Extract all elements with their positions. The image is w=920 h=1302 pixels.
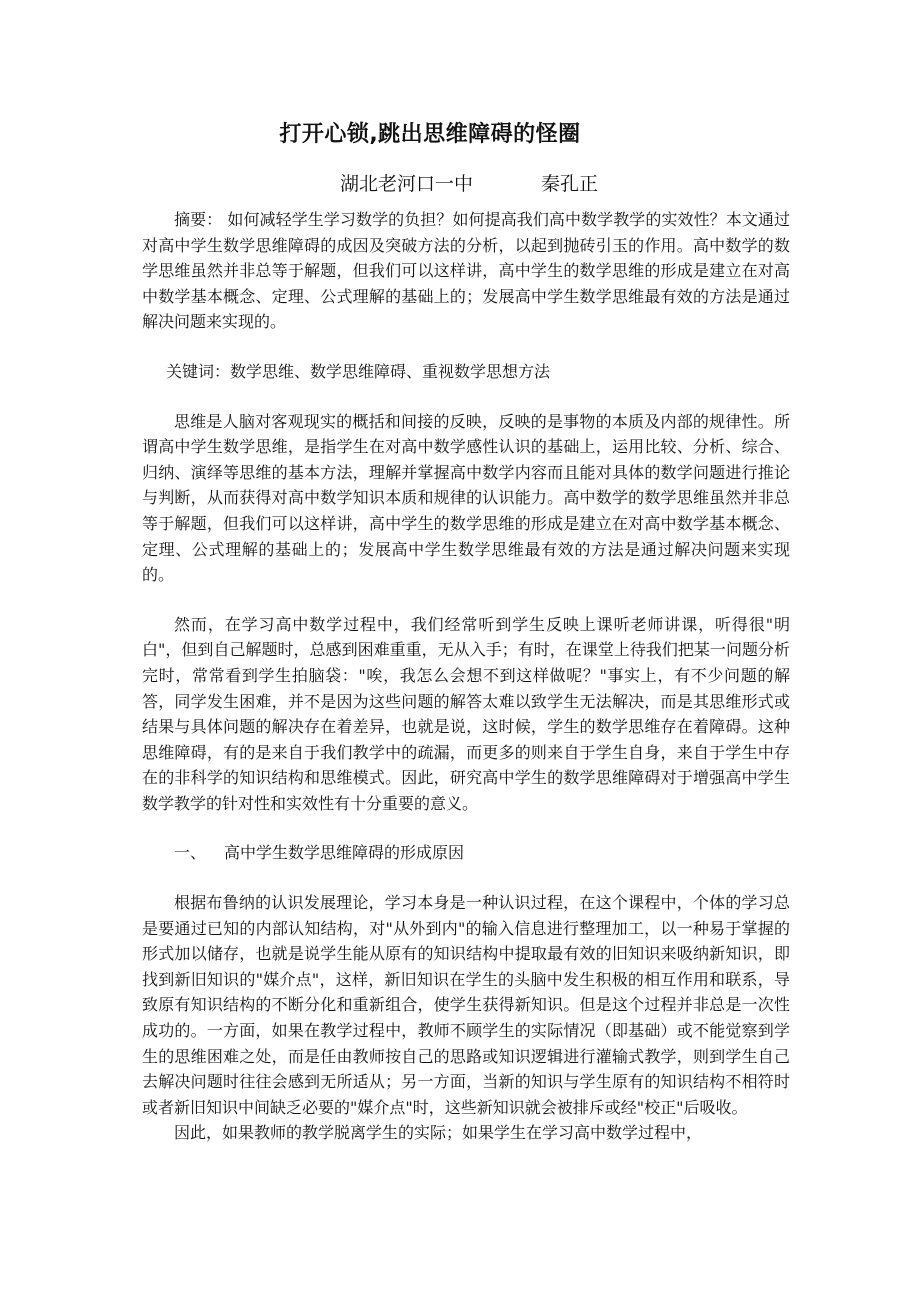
body-paragraph-1: 思维是人脑对客观现实的概括和间接的反映，反映的是事物的本质及内部的规律性。所谓高中学生数学思维，是指学生在对高中数学感性认识的基础上，运用比较、分析、综合、归纳、演绎等思维的基本方法，理解并掌握高中数学内容而且能对具体的数学问题进行推论与判断，从而获得对高中数学知识本质和规律的认识能力。高中数学的数学思维虽然并非总等于解题，但我们可以这样讲，高中学生的数学思维的形成是建立在对高中数学基本概念、定理、公式理解的基础上的；发展高中学生数学思维最有效的方法是通过解决问题来实现的。: [142, 411, 790, 585]
document-body: [142, 207, 790, 1146]
body-paragraph-4: 因此，如果教师的教学脱离学生的实际；如果学生在学习高中数学过程中，: [174, 1123, 703, 1143]
section-heading-1: [142, 840, 790, 866]
author-name: 秦孔正: [541, 173, 599, 195]
section-title: 高中学生数学思维障碍的形成原因: [224, 843, 465, 863]
keywords-line: 关键词：数学思维、数学思维障碍、重视数学思想方法: [166, 361, 551, 381]
author-school: 湖北老河口一中: [340, 173, 474, 195]
section-number: 一、: [174, 843, 207, 863]
document-title: 打开心锁,跳出思维障碍的怪圈: [279, 122, 581, 147]
body-paragraph-2: 然而，在学习高中数学过程中，我们经常听到学生反映上课听老师讲课，听得很"明白"，但到自己解题时，总感到困难重重，无从入手；有时，在课堂上待我们把某一问题分析完时，常常看到学生拍脑袋："唉，我怎么会想不到这样做呢？"事实上，有不少问题的解答，同学发生困难，并不是因为这些问题的解答太难以致学生无法解决，而是其思维形式或结果与具体问题的解决存在着差异，也就是说，这时候，学生的数学思维存在着障碍。这种思维障碍，有的是来自于我们教学中的疏漏，而更多的则来自于学生自身，来自于学生中存在的非科学的知识结构和思维模式。因此，研究高中学生的数学思维障碍对于增强高中学生数学教学的针对性和实效性有十分重要的意义。: [142, 614, 790, 813]
abstract-paragraph: 摘要： 如何减轻学生学习数学的负担？如何提高我们高中数学教学的实效性？本文通过对高中学生数学思维障碍的成因及突破方法的分析，以起到抛砖引玉的作用。高中数学的数学思维虽然并非总等于解题，但我们可以这样讲，高中学生的数学思维的形成是建立在对高中数学基本概念、定理、公式理解的基础上的；发展高中学生数学思维最有效的方法是通过解决问题来实现的。: [142, 210, 790, 332]
body-paragraph-3: 根据布鲁纳的认识发展理论，学习本身是一种认识过程，在这个课程中，个体的学习总是要通过已知的内部认知结构，对"从外到内"的输入信息进行整理加工，以一种易于掌握的形式加以储存，也就是说学生能从原有的知识结构中提取最有效的旧知识来吸纳新知识，即找到新旧知识的"媒介点"，这样，新旧知识在学生的头脑中发生积极的相互作用和联系，导致原有知识结构的不断分化和重新组合，使学生获得新知识。但是这个过程并非总是一次性成功的。一方面，如果在教学过程中，教师不顾学生的实际情况（即基础）或不能觉察到学生的思维困难之处，而是任由教师按自己的思路或知识逻辑进行灌输式教学，则到学生自己去解决问题时往往会感到无所适从；另一方面，当新的知识与学生原有的知识结构不相符时或者新旧知识中间缺乏必要的"媒介点"时，这些新知识就会被排斥或经"校正"后吸收。: [142, 893, 790, 1117]
